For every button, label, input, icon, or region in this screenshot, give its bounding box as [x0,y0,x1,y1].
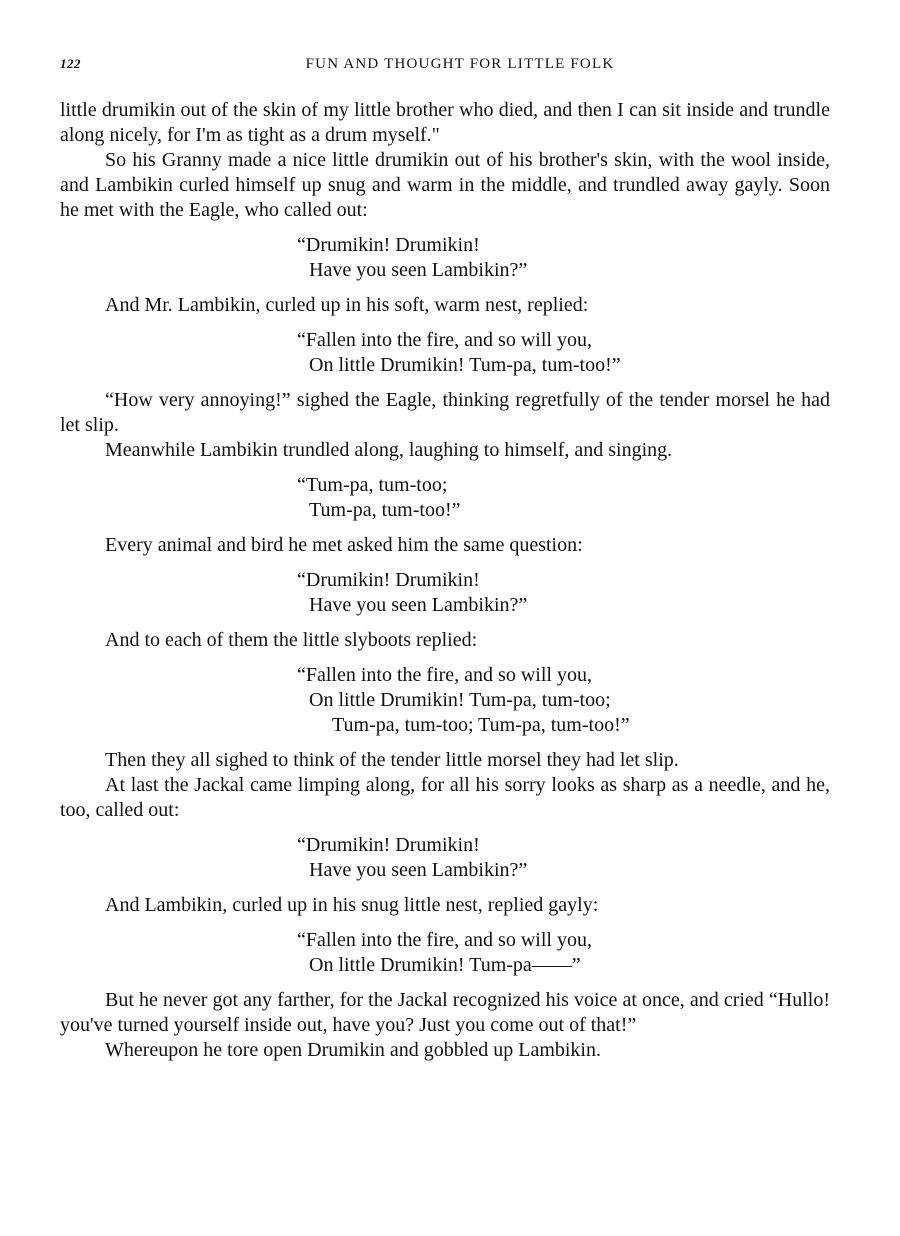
paragraph: At last the Jackal came limping along, for all his sorry looks as sharp as a needle, and he, too, called out: [60,774,830,821]
page-header [60,56,830,80]
paragraph: Every animal and bird he met asked him the same question: [105,534,583,556]
body-text [60,98,830,1063]
verse [297,833,830,883]
verse-line: “Drumikin! Drumikin! [297,834,480,856]
verse-line: On little Drumikin! Tum-pa——” [309,954,581,976]
verse-line: “Fallen into the fire, and so will you, [297,929,592,951]
verse [297,233,830,283]
verse-line: “Fallen into the fire, and so will you, [297,664,592,686]
page-number: 122 [60,56,81,71]
paragraph: But he never got any farther, for the Jackal recognized his voice at once, and cried “Hullo! you've turned yourself inside out, have you? Just you come out of that!” [60,989,830,1036]
verse-line: Have you seen Lambikin?” [309,259,528,281]
paragraph: And to each of them the little slyboots replied: [105,629,478,651]
verse-line: Have you seen Lambikin?” [309,594,528,616]
verse [297,568,830,618]
verse [297,473,830,523]
verse [297,663,830,738]
verse-line: Tum-pa, tum-too; Tum-pa, tum-too!” [332,714,630,736]
verse-line: On little Drumikin! Tum-pa, tum-too!” [309,354,621,376]
paragraph: Whereupon he tore open Drumikin and gobbled up Lambikin. [105,1039,601,1061]
verse-line: “Drumikin! Drumikin! [297,569,480,591]
paragraph: So his Granny made a nice little drumikin out of his brother's skin, with the wool inside, and Lambikin curled himself up snug and warm in the middle, and trundled away gayly. Soon he met with the Eagle, who called out: [60,149,830,221]
verse [297,328,830,378]
paragraph: little drumikin out of the skin of my little brother who died, and then I can sit inside and trundle along nicely, for I'm as tight as a drum myself." [60,99,830,146]
paragraph: Then they all sighed to think of the tender little morsel they had let slip. [105,749,679,771]
running-head: FUN AND THOUGHT FOR LITTLE FOLK [305,56,615,72]
paragraph: And Mr. Lambikin, curled up in his soft, warm nest, replied: [105,294,589,316]
verse-line: “Fallen into the fire, and so will you, [297,329,592,351]
verse-line: Have you seen Lambikin?” [309,859,528,881]
verse-line: “Tum-pa, tum-too; [297,474,448,496]
verse-line: On little Drumikin! Tum-pa, tum-too; [309,689,611,711]
verse-line: Tum-pa, tum-too!” [309,499,461,521]
paragraph: And Lambikin, curled up in his snug little nest, replied gayly: [105,894,599,916]
paragraph: Meanwhile Lambikin trundled along, laughing to himself, and singing. [105,439,673,461]
verse [297,928,830,978]
verse-line: “Drumikin! Drumikin! [297,234,480,256]
paragraph: “How very annoying!” sighed the Eagle, thinking regretfully of the tender morsel he had let slip. [60,389,830,436]
